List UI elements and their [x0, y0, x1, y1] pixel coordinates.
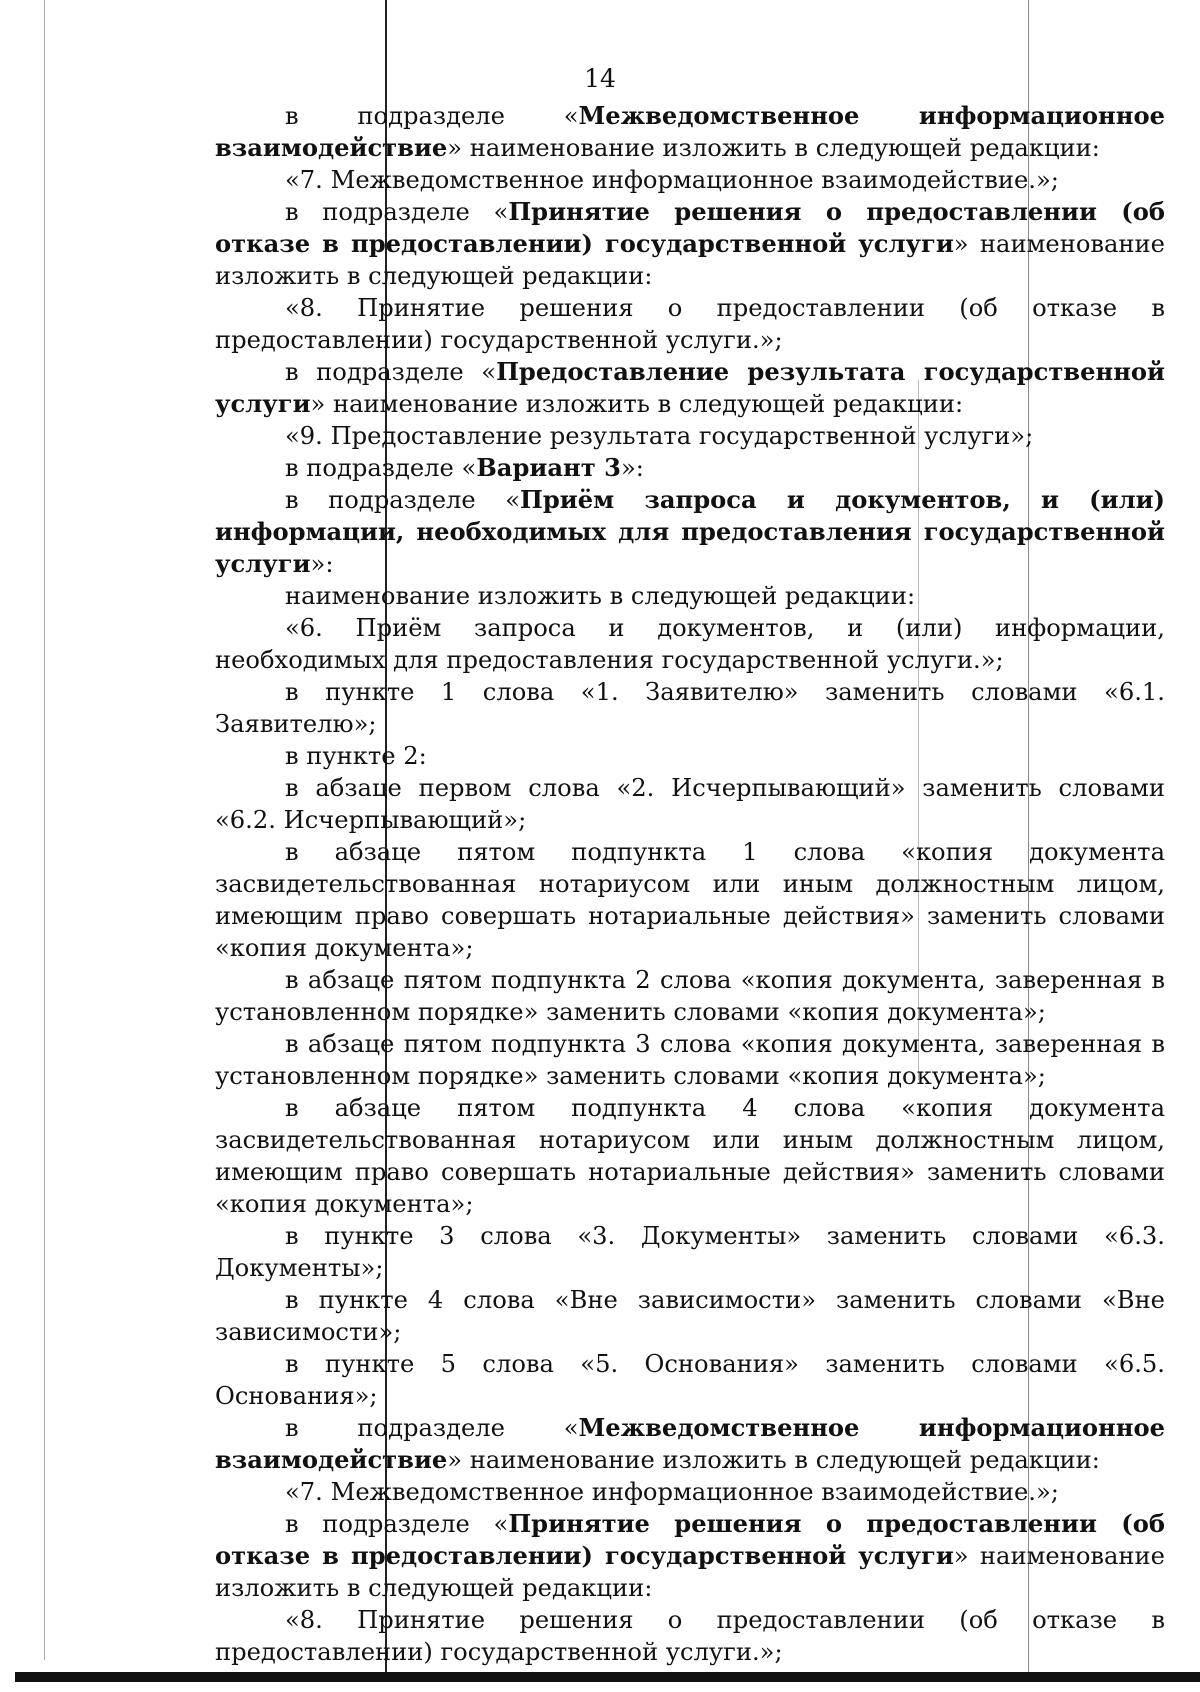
paragraph-text: в пункте 4 слова «Вне зависимости» заменить словами «Вне зависимости»; — [215, 1286, 1165, 1346]
paragraph-bold-title: Межведомственное информационное взаимодействие — [215, 101, 1165, 162]
paragraph-text: в пункте 5 слова «5. Основания» заменить словами «6.5. Основания»; — [215, 1350, 1165, 1410]
paragraph-text: «7. Межведомственное информационное взаимодействие.»; — [285, 166, 1059, 194]
paragraph-text: »: — [310, 550, 334, 578]
paragraph — [215, 1508, 1165, 1604]
paragraph-text: » наименование изложить в следующей редакции: — [310, 390, 964, 418]
paragraph-text: в подразделе « — [285, 1414, 579, 1442]
paragraph-text: «8. Принятие решения о предоставлении (об отказе в предоставлении) государственной услуги.»; — [215, 1606, 1165, 1666]
paragraph — [215, 772, 1165, 836]
paragraph — [215, 676, 1165, 740]
paragraph-bold-title: Принятие решения о предоставлении (об отказе в предоставлении) государственной услуги — [215, 1509, 1165, 1570]
paragraph — [215, 164, 1165, 196]
paragraph — [215, 836, 1165, 964]
paragraph — [215, 292, 1165, 356]
paragraph — [215, 612, 1165, 676]
page-number: 14 — [584, 64, 616, 93]
paragraph — [215, 452, 1165, 484]
paragraph — [215, 1220, 1165, 1284]
paragraph-bold-title: Межведомственное информационное взаимодействие — [215, 1413, 1165, 1474]
paragraph-text: «9. Предоставление результата государственной услуги»; — [285, 422, 1034, 450]
paragraph-bold-title: Предоставление результата государственной услуги — [215, 357, 1165, 418]
paragraph — [215, 484, 1165, 580]
paragraph — [215, 196, 1165, 292]
paragraph — [215, 1284, 1165, 1348]
paragraph — [215, 1028, 1165, 1092]
paragraph-bold-title: Принятие решения о предоставлении (об отказе в предоставлении) государственной услуги — [215, 197, 1165, 258]
paragraph-bold-title: Приём запроса и документов, и (или) информации, необходимых для предоставления государственной услуги — [215, 485, 1166, 578]
paragraph-text: » наименование изложить в следующей редакции: — [215, 1542, 1165, 1602]
scan-edge-line — [44, 0, 45, 1660]
paragraph — [215, 420, 1165, 452]
paragraph — [215, 964, 1165, 1028]
paragraph — [215, 1604, 1165, 1668]
paragraph-text: в подразделе « — [285, 1510, 509, 1538]
paragraph-text: «7. Межведомственное информационное взаимодействие.»; — [285, 1478, 1059, 1506]
paragraph-text: наименование изложить в следующей редакции: — [285, 582, 916, 610]
paragraph-text: «8. Принятие решения о предоставлении (об отказе в предоставлении) государственной услуги.»; — [215, 294, 1165, 354]
paragraph-text: в абзаце первом слова «2. Исчерпывающий» заменить словами «6.2. Исчерпывающий»; — [215, 774, 1165, 834]
paragraph-text: в пункте 2: — [285, 742, 427, 770]
paragraph-text: в абзаце пятом подпункта 4 слова «копия документа засвидетельствованная нотариусом или иным должностным лицом, имеющим право совершать нотариальные действия» заменить словами «копия документа»; — [215, 1094, 1165, 1218]
paragraph-text: в подразделе « — [285, 198, 509, 226]
paragraph-text: в пункте 1 слова «1. Заявителю» заменить словами «6.1. Заявителю»; — [215, 678, 1165, 738]
paragraph — [215, 1476, 1165, 1508]
paragraph-text: » наименование изложить в следующей редакции: — [215, 230, 1165, 290]
paragraph-bold-title: Вариант 3 — [476, 453, 621, 482]
paragraph — [215, 356, 1165, 420]
paragraph-text: в подразделе « — [285, 454, 477, 482]
paragraph — [215, 1348, 1165, 1412]
document-body — [215, 100, 1165, 1668]
paragraph — [215, 100, 1165, 164]
scan-bottom-edge — [15, 1672, 1200, 1682]
paragraph-text: в пункте 3 слова «3. Документы» заменить словами «6.3. Документы»; — [215, 1222, 1165, 1282]
paragraph-text: в подразделе « — [285, 102, 579, 130]
paragraph — [215, 1412, 1165, 1476]
paragraph-text: в абзаце пятом подпункта 3 слова «копия документа, заверенная в установленном порядке» заменить словами «копия документа»; — [215, 1030, 1165, 1090]
paragraph-text: »: — [620, 454, 644, 482]
paragraph — [215, 580, 1165, 612]
paragraph-text: в подразделе « — [285, 486, 521, 514]
paragraph — [215, 1092, 1165, 1220]
paragraph-text: » наименование изложить в следующей редакции: — [447, 1446, 1100, 1474]
paragraph-text: » наименование изложить в следующей редакции: — [447, 134, 1100, 162]
paragraph-text: «6. Приём запроса и документов, и (или) информации, необходимых для предоставления государственной услуги.»; — [215, 614, 1165, 674]
paragraph-text: в абзаце пятом подпункта 2 слова «копия документа, заверенная в установленном порядке» заменить словами «копия документа»; — [215, 966, 1165, 1026]
paragraph-text: в абзаце пятом подпункта 1 слова «копия документа засвидетельствованная нотариусом или иным должностным лицом, имеющим право совершать нотариальные действия» заменить словами «копия документа»; — [215, 838, 1165, 962]
paragraph — [215, 740, 1165, 772]
paragraph-text: в подразделе « — [285, 358, 497, 386]
